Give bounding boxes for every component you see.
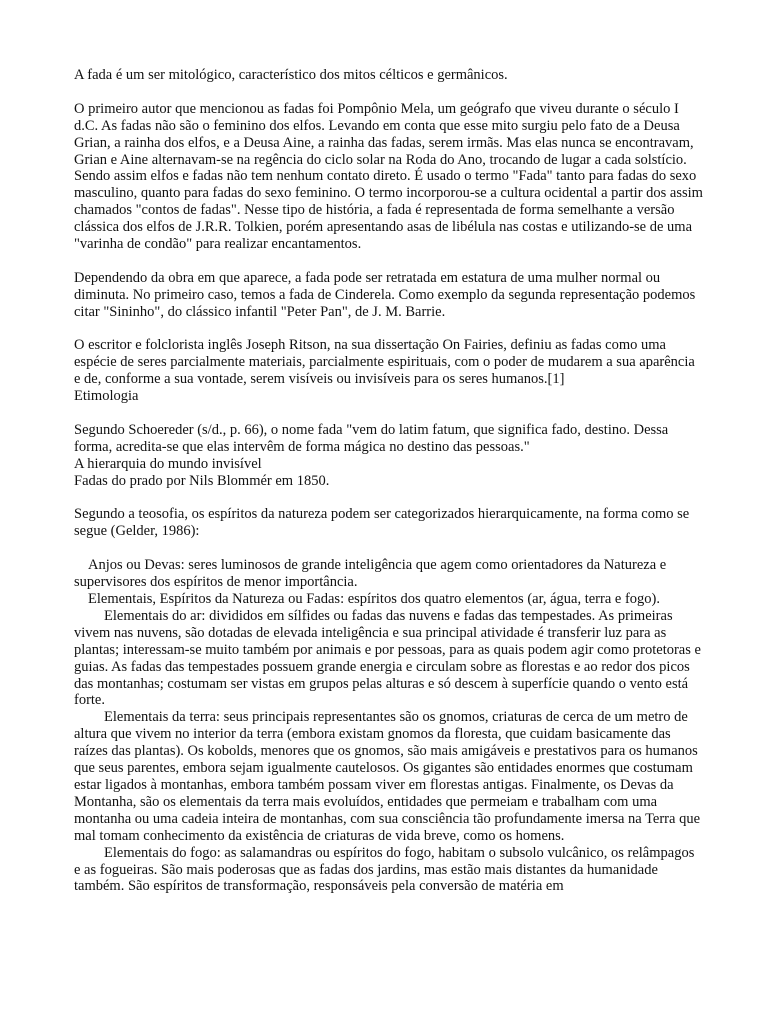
paragraph-stature: Dependendo da obra em que aparece, a fada pode ser retratada em estatura de uma mulher normal ou diminuta. No primeiro caso, temos a fada de Cinderela. Como exemplo da segunda representação podemos citar "Sininho", do clássico infantil "Peter Pan", de J. M. Barrie. — [74, 269, 696, 320]
list-item-elementais: Elementais, Espíritos da Natureza ou Fadas: espíritos dos quatro elementos (ar, água, terra e fogo). — [88, 591, 660, 607]
paragraph-teosofia: Segundo a teosofia, os espíritos da natureza podem ser categorizados hierarquicamente, na forma como se segue (Gelder, 1986): — [74, 506, 690, 540]
paragraph-origin: O primeiro autor que mencionou as fadas foi Pompônio Mela, um geógrafo que viveu durante o século I d.C. As fadas não são o feminino dos elfos. Levando em conta que esse mito surgiu pelo fato de a Deusa Grian, a rainha dos elfos, e a Deusa Aine, a rainha das fadas, serem irmãs. Mas elas nunca se encontravam, Grian e Aine alternavam-se na regência do ciclo solar na Roda do Ano, trocando de lugar a cada solstício. Sendo assim elfos e fadas não tem nenhum contato direto. É usado o termo "Fada" tanto para fadas do sexo masculino, quanto para fadas do sexo feminino. O termo incorporou-se a cultura ocidental a partir dos assim chamados "contos de fadas". Nesse tipo de história, a fada é representada de forma semelhante a versão clássica dos elfos de J.R.R. Tolkien, porém apresentando asas de libélula nas costas e utilizando-se de uma "varinha de condão" para realizar encantamentos. — [74, 100, 703, 253]
heading-hierarquia: A hierarquia do mundo invisível — [74, 455, 262, 472]
heading-etimologia: Etimologia — [74, 388, 139, 405]
list-item-fogo: Elementais do fogo: as salamandras ou espíritos do fogo, habitam o subsolo vulcânico, os relâmpagos e as fogueiras. São mais poderosas que as fadas dos jardins, mas estão mais distantes da humanidade também. São espíritos de transformação, responsáveis pela conversão de matéria em — [74, 844, 695, 895]
paragraph-intro: A fada é um ser mitológico, característico dos mitos célticos e germânicos. — [74, 67, 508, 83]
paragraph-ritson: O escritor e folclorista inglês Joseph Ritson, na sua dissertação On Fairies, definiu as fadas como uma espécie de seres parcialmente materiais, parcialmente espirituais, com o poder de mudarem a sua aparência e de, conforme a sua vontade, serem visíveis ou invisíveis para os seres humanos.[1] — [74, 337, 695, 388]
paragraph-etymology: Segundo Schoereder (s/d., p. 66), o nome fada "vem do latim fatum, que significa fado, destino. Dessa forma, acredita-se que elas intervêm de forma mágica no destino das pessoas." — [74, 421, 669, 455]
list-item-anjos: Anjos ou Devas: seres luminosos de grande inteligência que agem como orientadores da Natureza e supervisores dos espíritos de menor importância. — [74, 557, 667, 591]
list-item-terra: Elementais da terra: seus principais representantes são os gnomos, criaturas de cerca de um metro de altura que vivem no interior da terra (embora existam gnomos da floresta, que cuidam basicamente das raízes das plantas). Os kobolds, menores que os gnomos, são mais amigáveis e prestativos para os humanos que seus parentes, embora sejam igualmente cautelosos. Os gigantes são entidades enormes que costumam estar ligados à montanhas, embora também possam viver em florestas antigas. Finalmente, os Devas da Montanha, são os elementais da terra mais evoluídos, entidades que permeiam e trabalham com uma montanha ou uma cadeia inteira de montanhas, com sua consciência tão profundamente imersa na Terra que mal tomam conhecimento da existência de criaturas de vida breve, como os homens. — [74, 709, 700, 844]
list-item-ar: Elementais do ar: divididos em sílfides ou fadas das nuvens e fadas das tempestades. As primeiras vivem nas nuvens, são dotadas de elevada inteligência e sua principal atividade é transferir luz para as plantas; interessam-se muito também por animais e por pessoas, para as quais podem agir como protetoras e guias. As fadas das tempestades possuem grande energia e circulam sobre as florestas e ao redor dos picos das montanhas; costumam ser vistas em grupos pelas alturas e só descem à superfície quando o vento está forte. — [74, 607, 701, 709]
document-page — [74, 67, 704, 895]
image-caption: Fadas do prado por Nils Blommér em 1850. — [74, 472, 330, 489]
